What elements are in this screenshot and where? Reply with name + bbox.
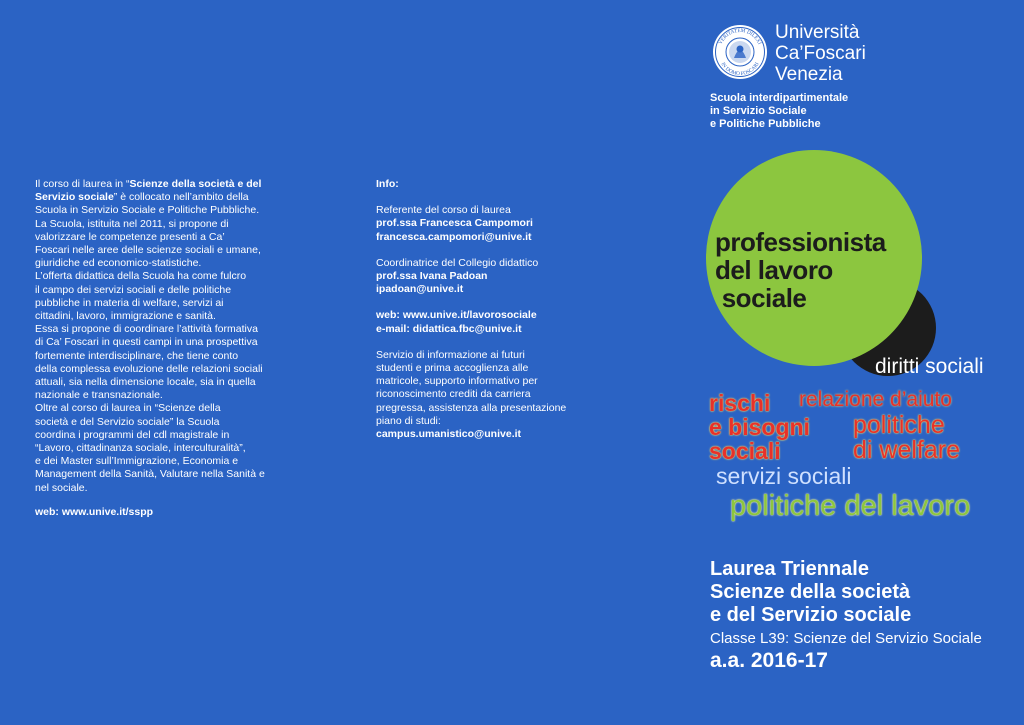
description-line [35, 284, 290, 297]
description-text: della complessa evoluzione delle relazioni sociali [35, 362, 263, 375]
service-line: riconoscimento crediti da carriera [376, 388, 531, 401]
keyword-diritti-sociali: diritti sociali [875, 355, 984, 378]
referente-name: prof.ssa Francesca Campomori [376, 217, 533, 230]
description-text: nazionale e transnazionale. [35, 389, 163, 402]
course-class: Classe L39: Scienze del Servizio Sociale [710, 630, 982, 647]
university-name [775, 22, 866, 85]
service-line: piano di studi: [376, 414, 441, 427]
description-line [35, 455, 290, 468]
description-text: attuali, sia nella dimensione locale, sia in quella [35, 376, 256, 389]
seal-top-text: VERITATEM DILEXI [717, 27, 763, 46]
description-line [35, 402, 290, 415]
service-line: pregressa, assistenza alla presentazione [376, 401, 567, 414]
description-text: giuridiche ed economico-statistiche. [35, 257, 202, 270]
course-web-link[interactable]: web: www.unive.it/lavorosociale [376, 309, 537, 322]
service-line: studenti e prima accoglienza alle [376, 362, 529, 375]
keyword-welfare: di welfare [853, 436, 960, 464]
description-line [35, 363, 290, 376]
description-bold-text: Scienze della società e del [129, 178, 262, 190]
course-title-line: Scienze della società [710, 581, 911, 603]
service-line: Servizio di informazione ai futuri [376, 348, 525, 361]
description-text: La Scuola, istituita nel 2011, si propone di [35, 217, 229, 230]
uni-line: Ca’Foscari [775, 43, 866, 64]
course-title-line: e del Servizio sociale [710, 604, 912, 626]
description-text: fortemente interdisciplinare, che tiene conto [35, 349, 239, 362]
description-bold-text: Servizio sociale [35, 191, 114, 204]
description-text: nel sociale. [35, 481, 88, 494]
description-text: Foscari nelle aree delle scienze sociali e umane, [35, 244, 261, 257]
description-text: ” è collocato nell’ambito della [113, 191, 249, 204]
didattica-email[interactable]: e-mail: didattica.fbc@unive.it [376, 322, 522, 335]
school-line: Scuola interdipartimentale [710, 92, 849, 104]
description-line [35, 336, 290, 349]
coord-email[interactable]: ipadoan@unive.it [376, 283, 464, 296]
description-line [35, 191, 290, 204]
uni-line: Venezia [775, 64, 843, 85]
description-line [35, 350, 290, 363]
description-text: Oltre al corso di laurea in “Scienze della [35, 402, 221, 415]
headline-line: del lavoro [715, 255, 833, 285]
description-line [35, 376, 290, 389]
keyword-servizi-sociali: servizi sociali [716, 463, 852, 489]
description-line [35, 389, 290, 402]
description-text: pubbliche in materia di welfare, servizi ai [35, 296, 224, 309]
seal-bottom-text: IN DOMO FOSCARI [719, 61, 761, 78]
service-description [376, 349, 596, 428]
description-line [35, 442, 290, 455]
coord-name: prof.ssa Ivana Padoan [376, 270, 488, 283]
headline-line: sociale [715, 283, 807, 313]
description-text: società e del Servizio sociale” la Scuola [35, 415, 220, 428]
course-title-block [710, 558, 982, 673]
description-text: valorizzare le competenze presenti a Ca’ [35, 230, 225, 243]
school-name [710, 92, 848, 131]
school-web-link[interactable]: web: www.unive.it/sspp [35, 506, 154, 518]
description-text: il campo dei servizi sociali e delle politiche [35, 283, 232, 296]
description-text: cittadini, lavoro, immigrazione e sanità. [35, 310, 216, 323]
description-line [35, 244, 290, 257]
description-text: di Ca’ Foscari in questi campi in una prospettiva [35, 336, 258, 349]
keyword-rischi: rischi [709, 390, 771, 416]
description-text: Il corso di laurea in “ [35, 178, 130, 190]
description-line [35, 429, 290, 442]
keyword-politiche: politiche [853, 411, 945, 439]
description-text: Management della Sanità, Valutare nella Sanità e [35, 468, 265, 481]
course-description [35, 178, 290, 495]
course-title-line: Laurea Triennale [710, 558, 869, 580]
description-line [35, 270, 290, 283]
description-text: “Lavoro, cittadinanza sociale, interculturalità”, [35, 442, 246, 455]
referente-email[interactable]: francesca.campomori@unive.it [376, 230, 532, 243]
description-line [35, 482, 290, 495]
description-line [35, 231, 290, 244]
description-line [35, 323, 290, 336]
keyword-bisogni: e bisogni [709, 414, 810, 440]
keyword-sociali: sociali [709, 438, 781, 464]
info-heading: Info: [376, 178, 399, 190]
keyword-politiche-lavoro: politiche del lavoro [730, 490, 971, 522]
description-text: coordina i programmi del cdl magistrale in [35, 428, 230, 441]
description-text: Essa si propone di coordinare l’attività formativa [35, 323, 258, 336]
description-line [35, 218, 290, 231]
headline [715, 228, 886, 312]
referente-label: Referente del corso di laurea [376, 204, 511, 217]
description-text: e dei Master sull’Immigrazione, Economia e [35, 455, 239, 468]
uni-line: Università [775, 22, 860, 43]
school-line: in Servizio Sociale [710, 105, 807, 117]
keyword-relazione-aiuto: relazione d’aiuto [799, 388, 952, 411]
academic-year: a.a. 2016-17 [710, 649, 828, 672]
description-text: Scuola in Servizio Sociale e Politiche Pubbliche. [35, 204, 260, 217]
university-seal-icon [712, 24, 768, 80]
school-line: e Politiche Pubbliche [710, 118, 821, 130]
description-line [35, 297, 290, 310]
service-line: matricole, supporto informativo per [376, 375, 538, 388]
description-line [35, 178, 290, 191]
coord-label: Coordinatrice del Collegio didattico [376, 256, 539, 269]
headline-line: professionista [715, 227, 886, 257]
description-text: L’offerta didattica della Scuola ha come fulcro [35, 270, 247, 283]
description-line [35, 257, 290, 270]
service-email[interactable]: campus.umanistico@unive.it [376, 428, 522, 441]
info-column [376, 178, 596, 441]
description-line [35, 468, 290, 481]
description-line [35, 416, 290, 429]
description-line [35, 204, 290, 217]
description-line [35, 310, 290, 323]
